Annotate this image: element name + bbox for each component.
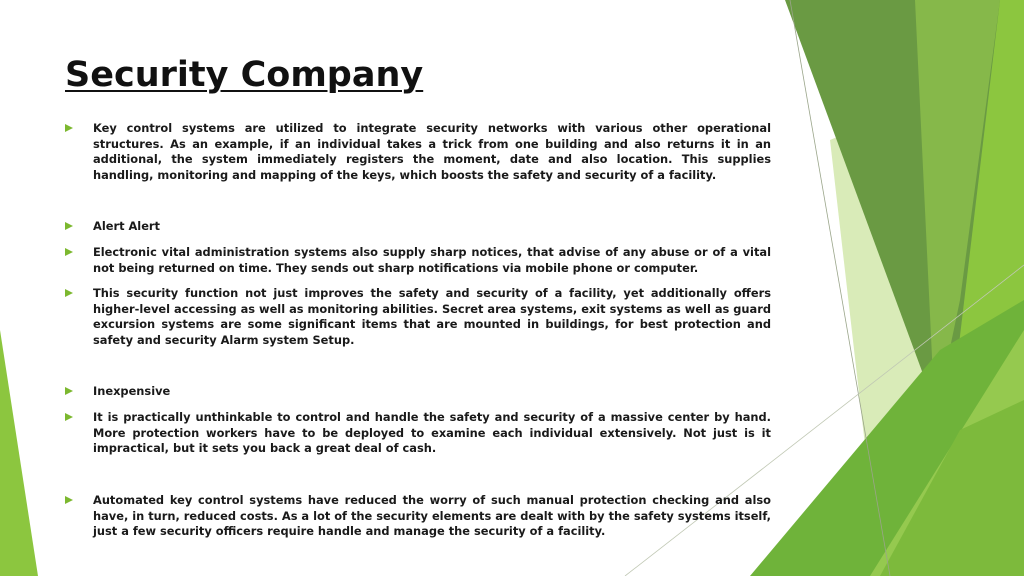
bullet-arrow-icon: [65, 124, 73, 132]
bullet-arrow-icon: [65, 387, 73, 395]
slide-title: Security Company: [65, 55, 424, 95]
bullet-text: Inexpensive: [93, 384, 171, 398]
bullet-arrow-icon: [65, 496, 73, 504]
bullet-item: [65, 245, 771, 276]
bullet-text: It is practically unthinkable to control and handle the safety and security of a massive center by hand. More protection workers have to be deployed to examine each individual extensively. Not just is it impractical, but it sets you back a great deal of cash.: [93, 410, 771, 455]
bullet-text: Electronic vital administration systems also supply sharp notices, that advise of any abuse or of a vital not being returned on time. They sends out sharp notifications via mobile phone or computer.: [93, 245, 771, 275]
bullet-arrow-icon: [65, 222, 73, 230]
bullet-item: [65, 384, 771, 400]
bullet-arrow-icon: [65, 289, 73, 297]
bullet-text: Automated key control systems have reduced the worry of such manual protection checking and also have, in turn, reduced costs. As a lot of the security elements are dealt with by the safety systems itself, just a few security officers require handle and manage the security of a facility.: [93, 493, 771, 538]
bullet-text: This security function not just improves the safety and security of a facility, yet additionally offers higher-level accessing as well as monitoring abilities. Secret area systems, exit systems as well as guard excursion systems are some significant items that are mounted in buildings, for best protection and safety and security Alarm system Setup.: [93, 286, 771, 347]
bullet-item: [65, 286, 771, 348]
bullet-item: [65, 121, 771, 183]
bullet-item: [65, 219, 771, 235]
bullet-item: [65, 410, 771, 457]
bullet-arrow-icon: [65, 413, 73, 421]
bullet-item: [65, 493, 771, 540]
bullet-text: Key control systems are utilized to integrate security networks with various other operational structures. As an example, if an individual takes a trick from one building and also returns it in an additional, the system immediately registers the moment, date and also location. This supplies handling, monitoring and mapping of the keys, which boosts the safety and security of a facility.: [93, 121, 771, 182]
bullet-text: Alert Alert: [93, 219, 160, 233]
bullet-arrow-icon: [65, 248, 73, 256]
